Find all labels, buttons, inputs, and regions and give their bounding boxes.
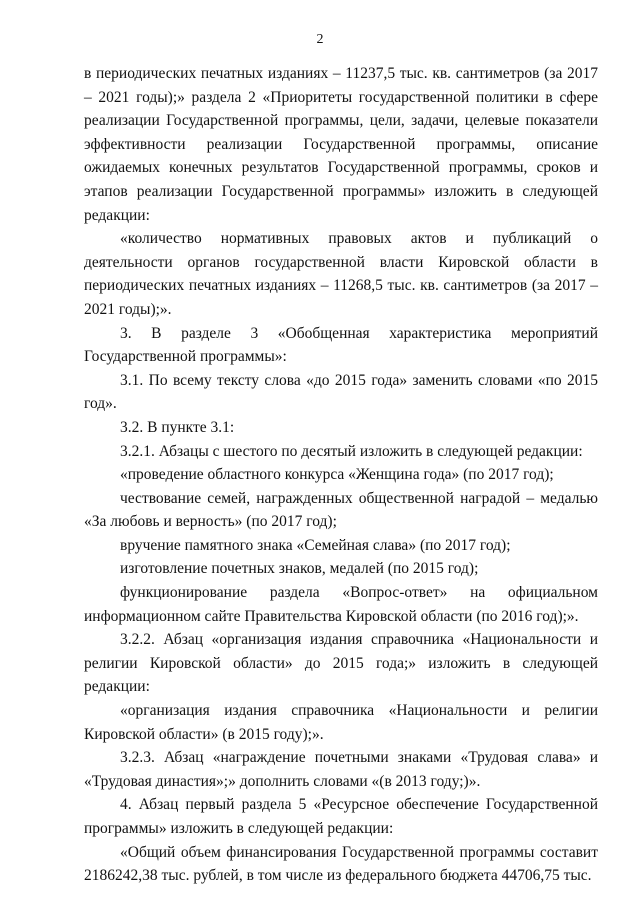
paragraph-3-2-1: 3.2.1. Абзацы с шестого по десятый изложить в следующей редакции:	[120, 442, 583, 460]
page-number: 2	[316, 32, 324, 47]
paragraph-intro-continuation: в периодических печатных изданиях – 11237,5 тыс. кв. сантиметров (за 2017 – 2021 годы);» раздела 2 «Приоритеты государственной политики в сфере реализации Государственной программы, цели, задачи, целевые показатели эффективности реализации Государственной программы, описание ожидаемых конечных результатов Государственной программы, сроков и этапов реализации Государственной программы» изложить в следующей редакции:	[84, 65, 598, 224]
list-item-medal: чествование семей, награжденных общественной наградой – медалью «За любовь и верность» (по 2017 год);	[84, 489, 598, 531]
list-item-badges: изготовление почетных знаков, медалей (по 2015 год);	[120, 560, 479, 578]
list-item-contest: «проведение областного конкурса «Женщина года» (по 2017 год);	[120, 466, 554, 484]
paragraph-3-1: 3.1. По всему тексту слова «до 2015 года» заменить словами «по 2015 год».	[84, 371, 598, 413]
paragraph-reference-book: «организация издания справочника «Национальности и религии Кировской области» (в 2015 году);».	[84, 702, 598, 743]
list-item-sign: вручение памятного знака «Семейная слава» (по 2017 год);	[120, 536, 511, 554]
paragraph-3-2-2: 3.2.2. Абзац «организация издания справочника «Национальности и религии Кировской области» до 2015 года;» изложить в следующей редакции:	[84, 631, 598, 696]
document-body	[84, 62, 598, 888]
list-item-qa-section: функционирование раздела «Вопрос-ответ» на официальном информационном сайте Правительства Кировской области (по 2016 год);».	[84, 584, 598, 625]
paragraph-section-3: 3. В разделе 3 «Обобщенная характеристика мероприятий Государственной программы»:	[84, 324, 598, 366]
paragraph-section-4: 4. Абзац первый раздела 5 «Ресурсное обеспечение Государственной программы» изложить в следующей редакции:	[84, 796, 598, 837]
paragraph-funding: «Общий объем финансирования Государственной программы составит 2186242,38 тыс. рублей, в том числе из федерального бюджета 44706,75 тыс.	[84, 843, 598, 885]
paragraph-3-2: 3.2. В пункте 3.1:	[120, 418, 235, 436]
paragraph-quoted-indicator: «количество нормативных правовых актов и публикаций о деятельности органов государственной власти Кировской области в периодических печатных изданиях – 11268,5 тыс. кв. сантиметров (за 2017 – 2021 годы);».	[84, 230, 598, 318]
paragraph-3-2-3: 3.2.3. Абзац «награждение почетными знаками «Трудовая слава» и «Трудовая династия»;» дополнить словами «(в 2013 году;)».	[84, 749, 598, 790]
